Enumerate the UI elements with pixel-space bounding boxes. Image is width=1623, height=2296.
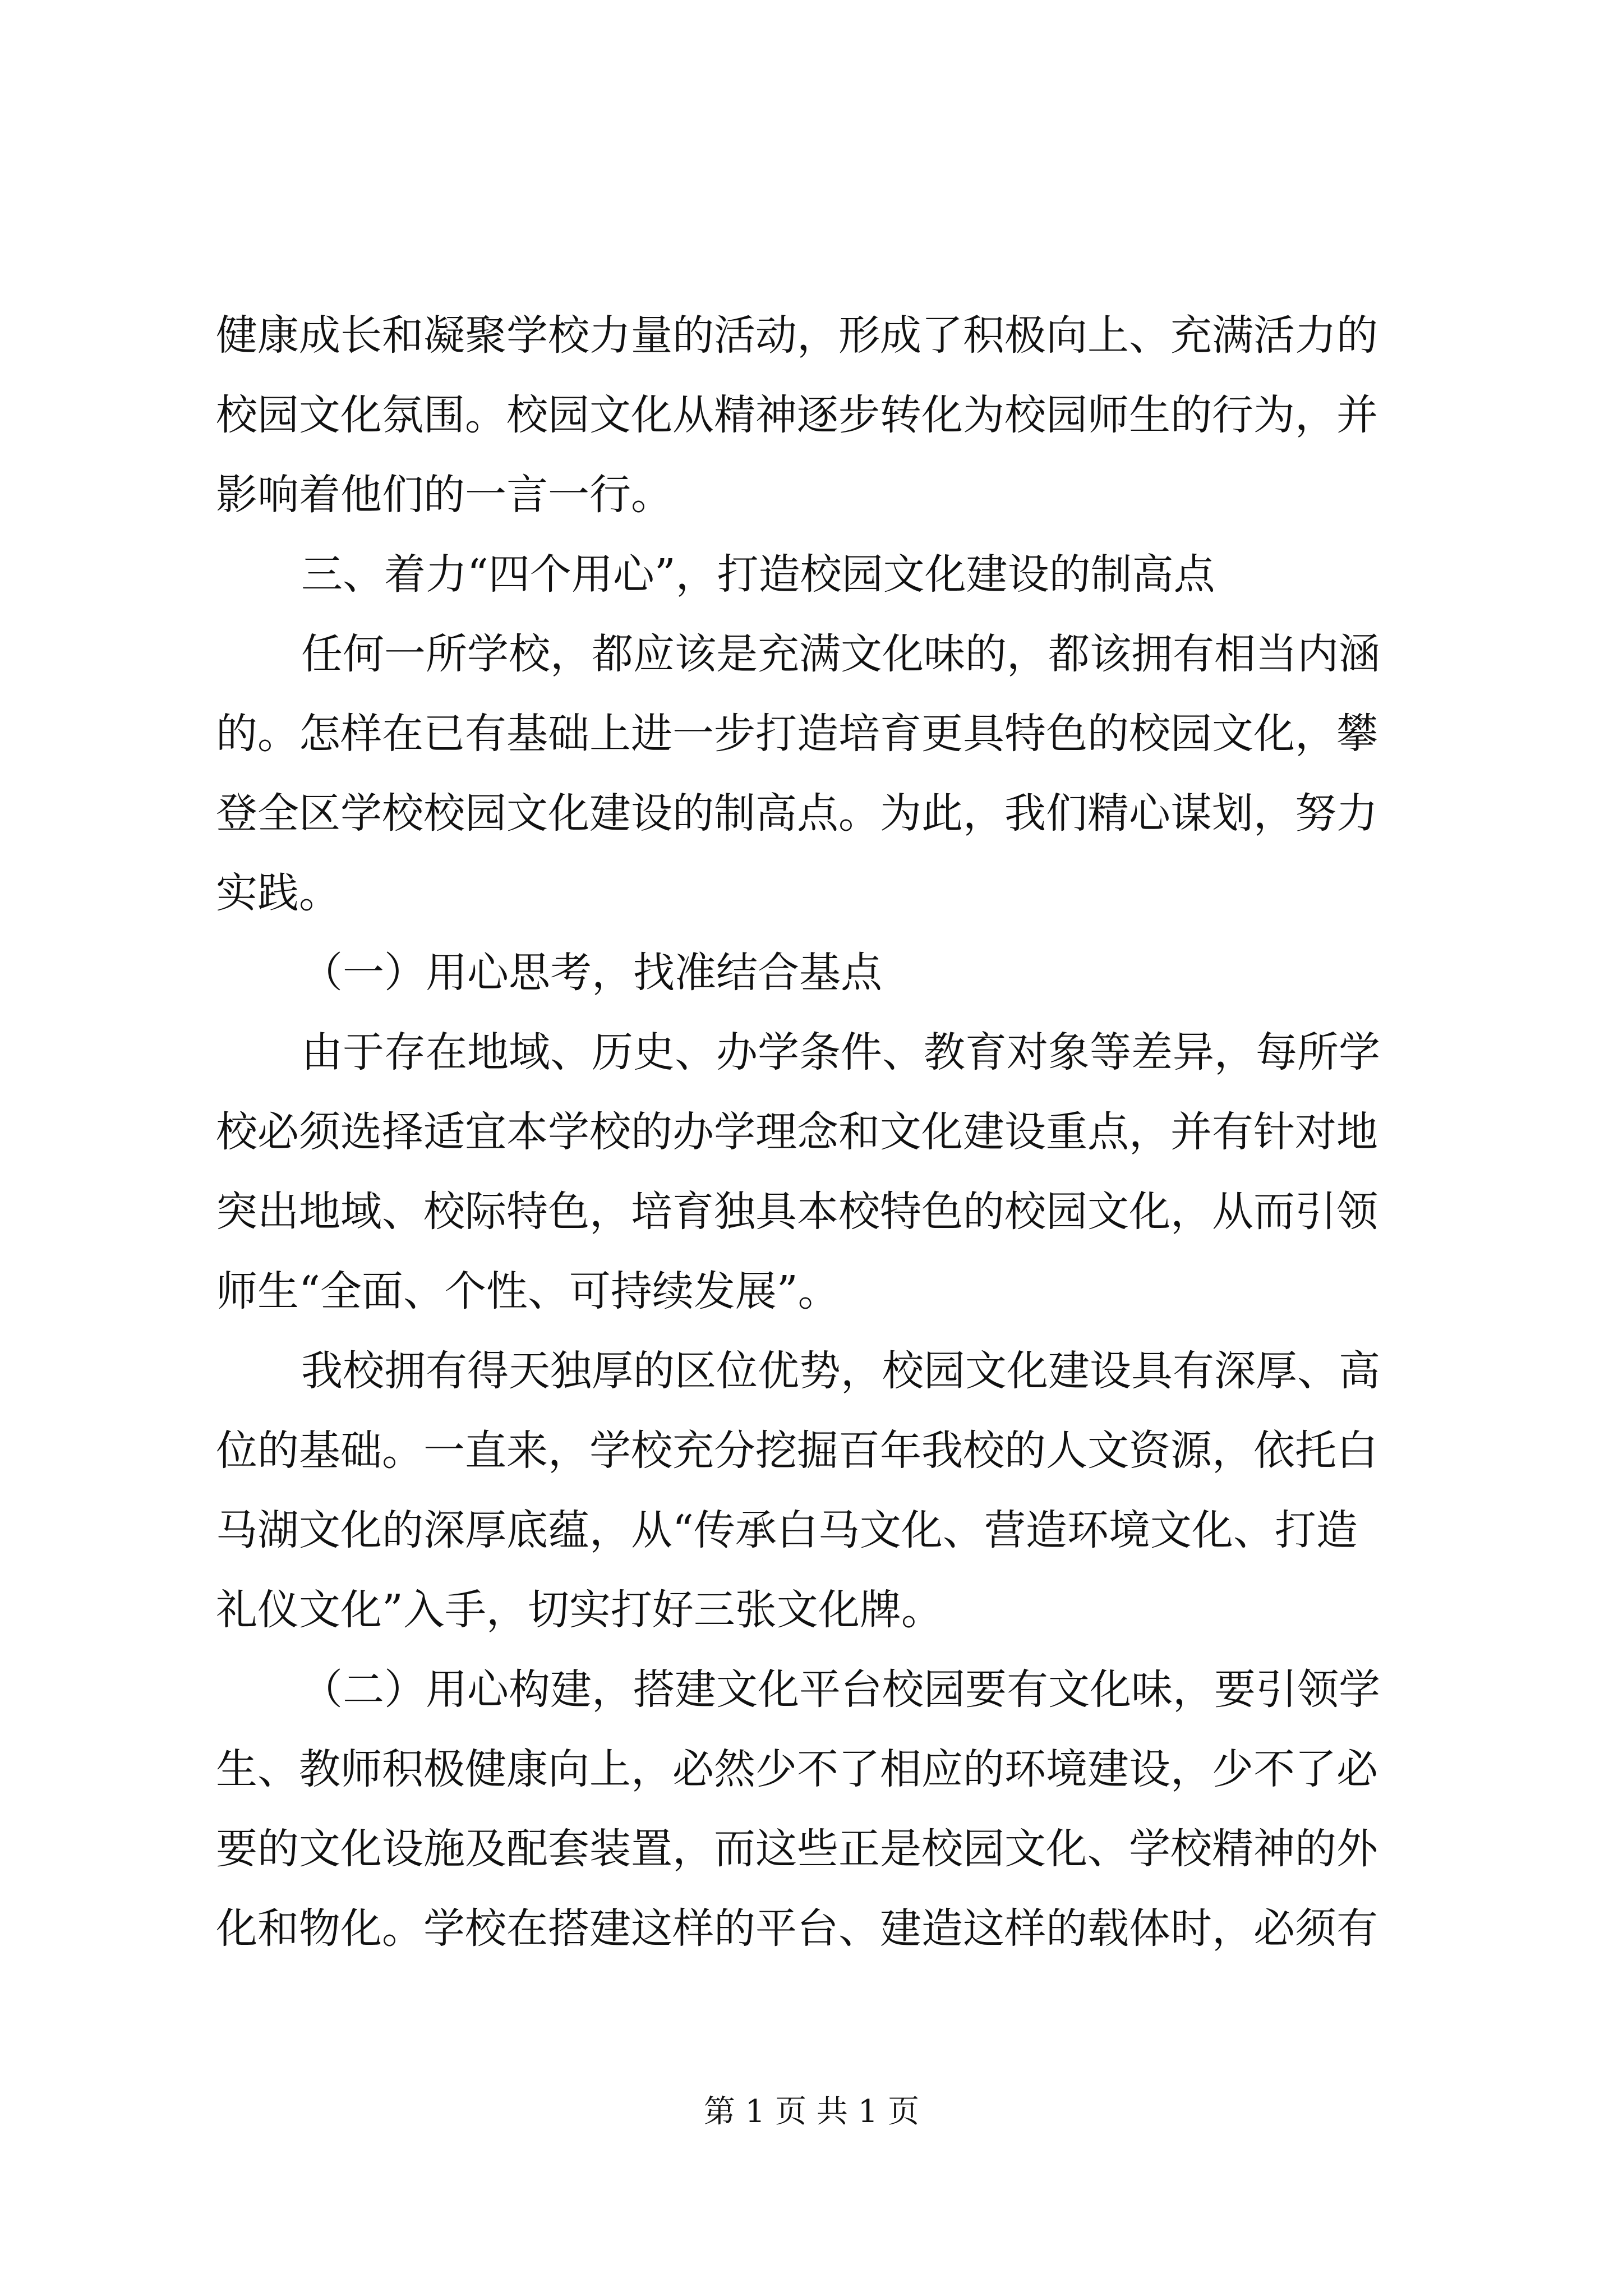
body-text-line: 登全区学校校园文化建设的制高点。为此，我们精心谋划，努力 [216,789,1378,838]
body-text-line: 我校拥有得天独厚的区位优势，校园文化建设具有深厚、高 [301,1347,1380,1395]
body-text-line: 由于存在地域、历史、办学条件、教育对象等差异，每所学 [301,1028,1380,1076]
body-text-line: （二）用心构建，搭建文化平台校园要有文化味，要引领学 [301,1665,1380,1714]
body-text-line: 影响着他们的一言一行。 [216,471,672,519]
body-text-line: 的。怎样在已有基础上进一步打造培育更具特色的校园文化，攀 [216,710,1378,758]
body-text-line: 实践。 [216,869,340,917]
body-text-line: 健康成长和凝聚学校力量的活动，形成了积极向上、充满活力的 [216,311,1378,360]
subsection-heading: （一）用心思考，找准结合基点 [301,949,882,997]
body-text-line: 位的基础。一直来，学校充分挖掘百年我校的人文资源，依托白 [216,1427,1378,1475]
section-heading: 三、着力“四个用心”，打造校园文化建设的制高点 [301,550,1215,599]
body-text-line: 生、教师积极健康向上，必然少不了相应的环境建设，少不了必 [216,1745,1378,1793]
body-text-line: 化和物化。学校在搭建这样的平台、建造这样的载体时，必须有 [216,1904,1378,1953]
body-text-line: 礼仪文化”入手，切实打好三张文化牌。 [216,1586,943,1634]
body-text-line: 校必须选择适宜本学校的办学理念和文化建设重点，并有针对地 [216,1108,1378,1156]
body-text-line: 任何一所学校，都应该是充满文化味的，都该拥有相当内涵 [301,630,1380,678]
page-footer: 第 1 页 共 1 页 [703,2093,920,2130]
body-text-line: 突出地域、校际特色，培育独具本校特色的校园文化，从而引领 [216,1188,1378,1236]
body-text-line: 校园文化氛围。校园文化从精神逐步转化为校园师生的行为，并 [216,391,1378,439]
body-text-line: 要的文化设施及配套装置，而这些正是校园文化、学校精神的外 [216,1825,1378,1873]
body-text-line: 师生“全面、个性、可持续发展”。 [216,1267,840,1315]
body-text-line: 马湖文化的深厚底蕴，从“传承白马文化、营造环境文化、打造 [216,1506,1358,1554]
